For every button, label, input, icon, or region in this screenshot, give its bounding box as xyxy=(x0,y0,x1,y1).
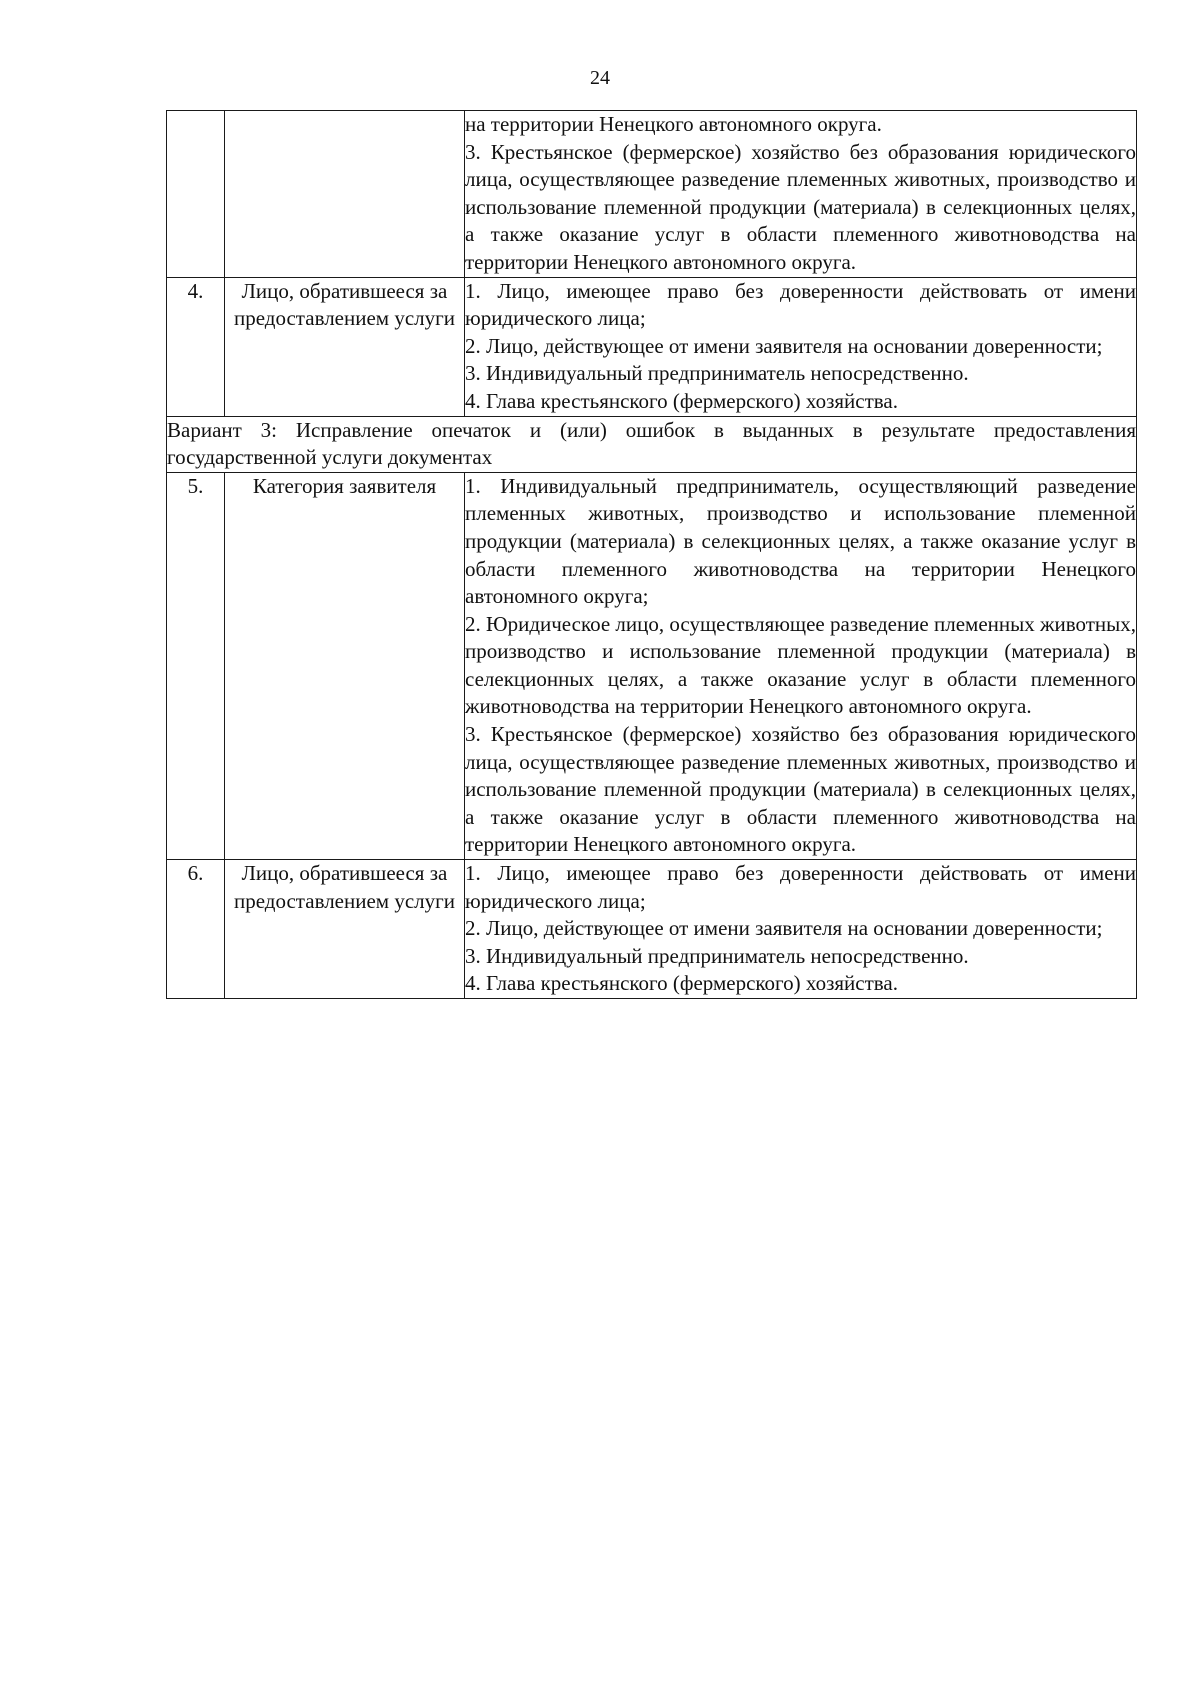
row-category: Лицо, обратившееся за предоставлением услуги xyxy=(225,860,465,999)
variant-heading: Вариант 3: Исправление опечаток и (или) ошибок в выданных в результате предоставления государственной услуги документах xyxy=(167,416,1137,472)
row-category xyxy=(225,111,465,278)
row-number xyxy=(167,111,225,278)
description-item: 1. Индивидуальный предприниматель, осуществляющий разведение племенных животных, производство и использование племенной продукции (материала) в селекционных целях, а также оказание услуг в области племенного животноводства на территории Ненецкого автономного округа; xyxy=(465,473,1136,609)
table-row xyxy=(167,277,1137,416)
variant-row xyxy=(167,416,1137,472)
description-item: 2. Лицо, действующее от имени заявителя на основании доверенности; xyxy=(465,333,1103,358)
row-category: Категория заявителя xyxy=(225,472,465,859)
page-number: 24 xyxy=(590,67,610,89)
description-item: 3. Крестьянское (фермерское) хозяйство без образования юридического лица, осуществляющее разведение племенных животных, производство и использование племенной продукции (материала) в селекционных целях, а также оказание услуг в области племенного животноводства на территории Ненецкого автономного округа. xyxy=(465,722,1136,857)
description-item: на территории Ненецкого автономного округа. xyxy=(465,112,882,136)
row-number: 4. xyxy=(167,277,225,416)
description-item: 3. Крестьянское (фермерское) хозяйство без образования юридического лица, осуществляющее разведение племенных животных, производство и использование племенной продукции (материала) в селекционных целях, а также оказание услуг в области племенного животноводства на территории Ненецкого автономного округа. xyxy=(465,139,1136,274)
description-item: 2. Юридическое лицо, осуществляющее разведение племенных животных, производство и использование племенной продукции (материала) в селекционных целях, а также оказание услуг в области племенного животноводства на территории Ненецкого автономного округа. xyxy=(465,611,1137,719)
row-description xyxy=(465,472,1137,859)
description-item: 3. Индивидуальный предприниматель непосредственно. xyxy=(465,943,969,968)
row-category: Лицо, обратившееся за предоставлением услуги xyxy=(225,277,465,416)
description-item: 3. Индивидуальный предприниматель непосредственно. xyxy=(465,361,969,386)
row-description xyxy=(465,277,1137,416)
row-number: 5. xyxy=(167,472,225,859)
row-description xyxy=(465,111,1137,278)
row-number: 6. xyxy=(167,860,225,999)
description-item: 1. Лицо, имеющее право без доверенности действовать от имени юридического лица; xyxy=(465,861,1136,913)
description-item: 1. Лицо, имеющее право без доверенности действовать от имени юридического лица; xyxy=(465,278,1136,331)
table-row xyxy=(167,472,1137,859)
applicant-table xyxy=(166,110,1137,999)
description-item: 4. Глава крестьянского (фермерского) хозяйства. xyxy=(465,388,898,413)
table-row xyxy=(167,860,1137,999)
table-row xyxy=(167,111,1137,278)
description-item: 4. Глава крестьянского (фермерского) хозяйства. xyxy=(465,971,898,996)
row-description xyxy=(465,860,1137,999)
description-item: 2. Лицо, действующее от имени заявителя на основании доверенности; xyxy=(465,916,1103,941)
